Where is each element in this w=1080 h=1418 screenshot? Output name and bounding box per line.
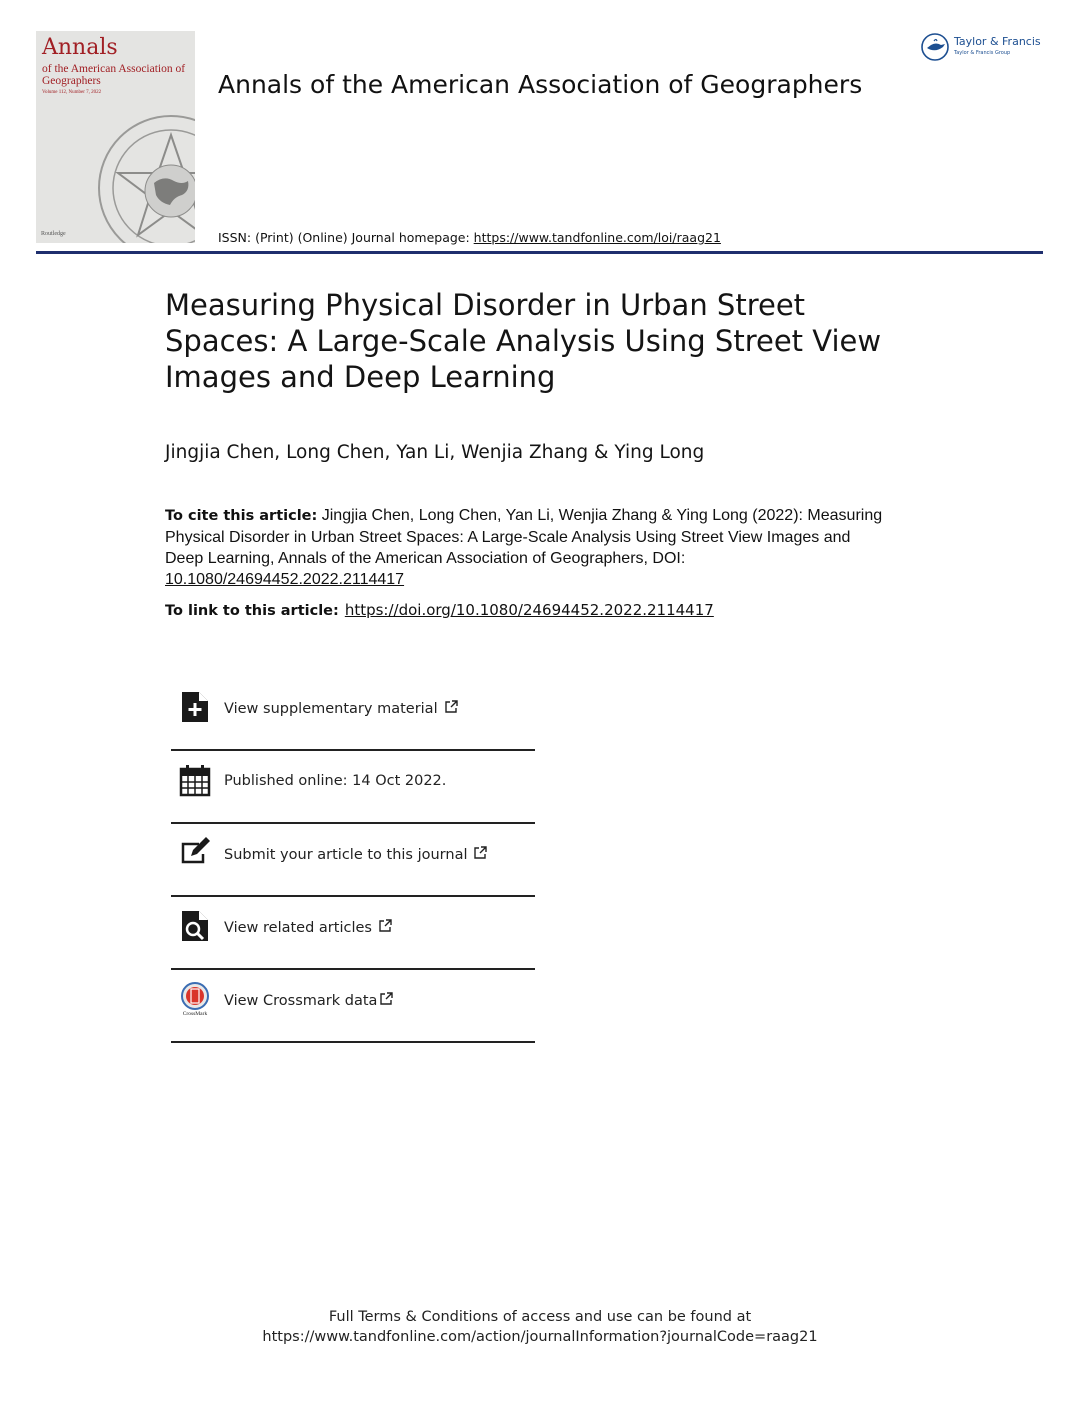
footer-line-1: Full Terms & Conditions of access and use can be found at <box>328 1309 752 1325</box>
article-link-line <box>165 601 714 619</box>
external-link-icon <box>378 919 392 933</box>
cite-doi-link[interactable]: 10.1080/24694452.2022.2114417 <box>165 571 405 588</box>
crossmark-icon <box>179 982 211 1016</box>
external-link-icon <box>379 992 393 1006</box>
add-file-icon <box>179 690 211 724</box>
cite-text: Jingjia Chen, Long Chen, Yan Li, Wenjia Zhang & Ying Long (2022): Measuring Physical Disorder in Urban Street Spaces: A Large-Scale Analysis Using Street View Images and Deep Learning, Annals of the American Association of Geographers, DOI: <box>165 507 883 567</box>
lamp-logo-icon <box>920 32 950 62</box>
issn-homepage-line <box>218 230 721 245</box>
journal-homepage-link[interactable]: https://www.tandfonline.com/loi/raag21 <box>473 230 721 245</box>
related-articles-row[interactable] <box>171 895 535 970</box>
article-title: Measuring Physical Disorder in Urban Street Spaces: A Large-Scale Analysis Using Street View Images and Deep Learning <box>165 288 882 394</box>
external-link-icon <box>444 700 458 714</box>
journal-title[interactable]: Annals of the American Association of Geographers <box>218 70 863 99</box>
supplementary-material-label: View supplementary material <box>224 701 438 717</box>
article-authors: Jingjia Chen, Long Chen, Yan Li, Wenjia Zhang & Ying Long <box>165 442 705 463</box>
crossmark-label: View Crossmark data <box>224 993 378 1009</box>
submit-article-row[interactable] <box>171 822 535 897</box>
footer-terms-link[interactable]: https://www.tandfonline.com/action/journalInformation?journalCode=raag21 <box>262 1329 818 1345</box>
published-online-row <box>171 749 535 824</box>
cover-subtitle: of the American Association of Geographers <box>42 63 186 87</box>
citation-block <box>165 505 885 590</box>
search-document-icon <box>179 909 211 943</box>
issn-text: ISSN: (Print) (Online) Journal homepage: <box>218 230 474 245</box>
published-online-label: Published online: 14 Oct 2022. <box>224 773 447 789</box>
submit-article-label: Submit your article to this journal <box>224 847 468 863</box>
cover-volume: Volume 112, Number 7, 2022 <box>42 90 102 95</box>
article-doi-link[interactable]: https://doi.org/10.1080/24694452.2022.2114417 <box>344 601 714 619</box>
crossmark-row[interactable] <box>171 968 535 1043</box>
cover-publisher: Routledge <box>41 231 66 237</box>
cover-title: Annals <box>42 35 118 60</box>
journal-cover-image <box>36 31 195 243</box>
logo-group: Taylor & Francis Group <box>954 50 1011 56</box>
related-articles-label: View related articles <box>224 920 372 936</box>
edit-icon <box>179 836 211 870</box>
cite-label: To cite this article: <box>165 508 318 524</box>
link-label: To link to this article: <box>165 603 339 619</box>
logo-name: Taylor & Francis <box>954 35 1041 48</box>
calendar-icon <box>179 763 211 797</box>
terms-footer <box>0 1307 1080 1347</box>
crossmark-caption: CrossMark <box>182 1011 208 1016</box>
taylor-francis-logo[interactable] <box>920 32 1050 62</box>
external-link-icon <box>473 846 487 860</box>
supplementary-material-row[interactable] <box>171 676 535 751</box>
header-divider <box>36 251 1043 254</box>
association-seal-icon <box>96 113 195 243</box>
